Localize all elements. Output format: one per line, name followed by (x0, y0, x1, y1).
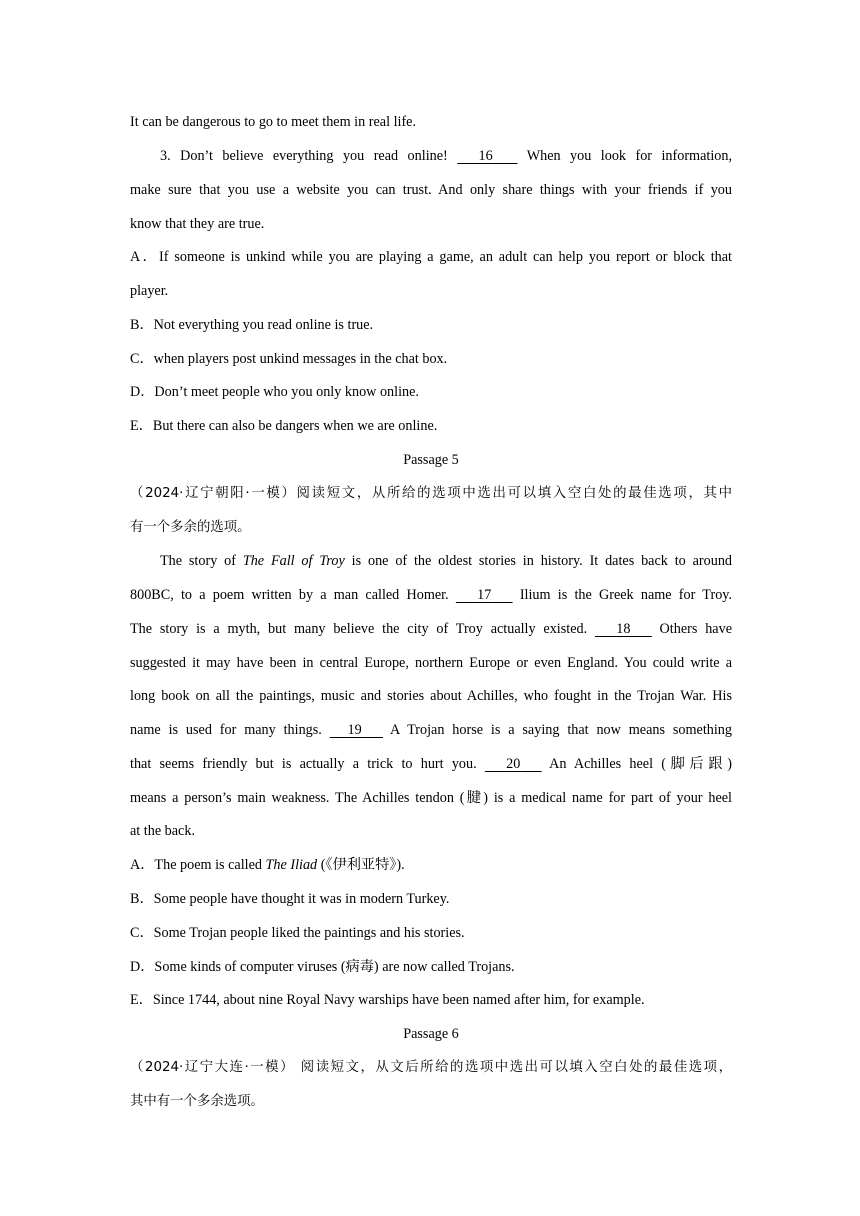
paragraph-line: long book on all the paintings, music and stories about Achilles, who fought in the Trojan War. His (130, 688, 732, 704)
blank-20: 20 (506, 756, 521, 772)
option-b: B．Some people have thought it was in modern Turkey. (130, 891, 450, 907)
paragraph-line: The story is a myth, but many believe the city of Troy actually existed. 18 Others have (130, 621, 732, 637)
paragraph-line: that seems friendly but is actually a trick to hurt you. 20 An Achilles heel (脚后跟) (130, 756, 732, 772)
paragraph-line: It can be dangerous to go to meet them in real life. (130, 114, 417, 130)
option-d: D．Some kinds of computer viruses (病毒) are now called Trojans. (130, 959, 515, 975)
paragraph-line: means a person’s main weakness. The Achilles tendon (腱) is a medical name for part of your heel (130, 790, 732, 806)
option-e: E．But there can also be dangers when we are online. (130, 418, 438, 434)
passage-5-instruction-cont: 有一个多余的选项。 (130, 520, 251, 535)
blank-19: 19 (347, 722, 362, 738)
option-b: B．Not everything you read online is true. (130, 317, 374, 333)
paragraph-line: name is used for many things. 19 A Trojan horse is a saying that now means something (130, 722, 732, 738)
paragraph-line: at the back. (130, 823, 195, 839)
paragraph-line: suggested it may have been in central Europe, northern Europe or even England. You could write a (130, 655, 732, 671)
paragraph-line: know that they are true. (130, 216, 265, 232)
paragraph-line: 800BC, to a poem written by a man called Homer. 17 Ilium is the Greek name for Troy. (130, 587, 733, 603)
option-c: C．Some Trojan people liked the paintings and his stories. (130, 925, 465, 941)
blank-17: 17 (477, 587, 492, 603)
paragraph-line: make sure that you use a website you can trust. And only share things with your friends if you (130, 182, 732, 198)
option-c: C．when players post unkind messages in the chat box. (130, 351, 448, 367)
title-fall-of-troy: The Fall of Troy (242, 553, 345, 569)
option-e: E．Since 1744, about nine Royal Navy warships have been named after him, for example. (130, 992, 645, 1008)
title-iliad: The Iliad (265, 857, 318, 873)
passage-6-heading: Passage 6 (403, 1026, 459, 1042)
option-a: A．If someone is unkind while you are playing a game, an adult can help you report or block that (130, 249, 732, 265)
blank-16: 16 (478, 148, 493, 164)
passage-5-heading: Passage 5 (403, 452, 459, 468)
blank-18: 18 (616, 621, 631, 637)
passage-6-instruction: （2024·辽宁大连·一模） 阅读短文，从文后所给的选项中选出可以填入空白处的最佳选项， (130, 1060, 732, 1075)
paragraph-line: 3. Don’t believe everything you read online! 16 When you look for information, (160, 148, 733, 164)
passage-6-instruction-cont: 其中有一个多余选项。 (130, 1094, 264, 1109)
passage-5-instruction: （2024·辽宁朝阳·一模）阅读短文，从所给的选项中选出可以填入空白处的最佳选项，其中 (130, 486, 732, 501)
option-a-cont: player. (130, 283, 169, 299)
option-d: D．Don’t meet people who you only know online. (130, 384, 419, 400)
option-a: A．The poem is called The Iliad (《伊利亚特》). (130, 857, 405, 873)
paragraph-line: The story of The Fall of Troy is one of the oldest stories in history. It dates back to around (160, 553, 733, 569)
